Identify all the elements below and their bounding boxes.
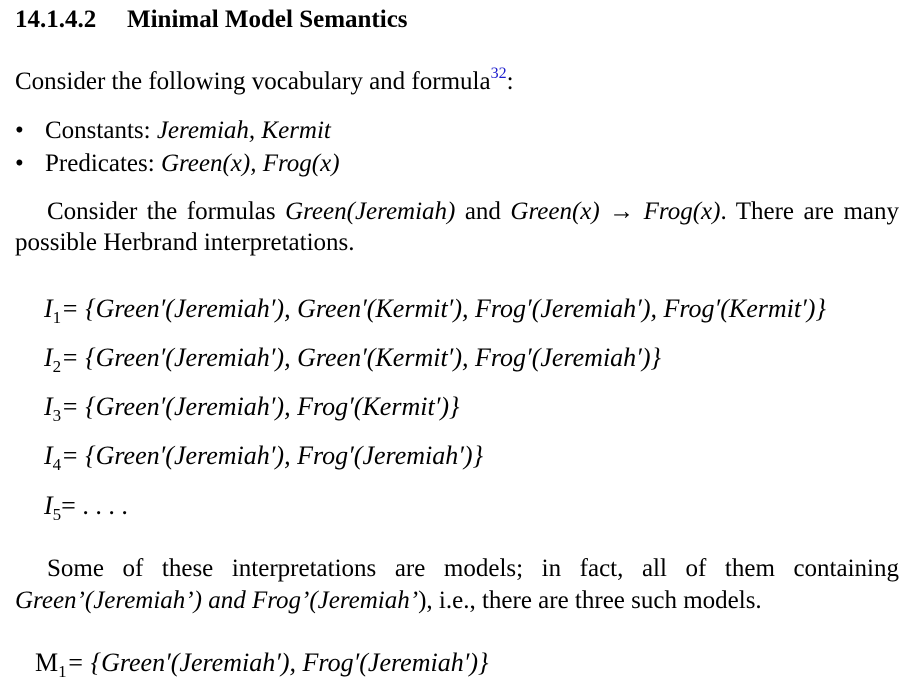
- vocabulary-list: [15, 117, 340, 183]
- interp-subscript: 1: [52, 308, 62, 327]
- list-item: [15, 150, 340, 183]
- interp-set: = {Green′(Jeremiah′), Green′(Kermit′), Frog′(Jeremiah′)}: [61, 343, 661, 372]
- interpretation-equation: [44, 491, 128, 524]
- section-heading: [15, 6, 408, 34]
- intro-sentence: [15, 65, 514, 96]
- para-text: Some of these interpretations are models; in fact, all of them containing: [47, 555, 899, 582]
- paragraph-models: [15, 553, 899, 617]
- interp-symbol: I: [44, 491, 53, 520]
- section-number: 14.1.4.2: [15, 6, 97, 33]
- intro-text: Consider the following vocabulary and formula: [15, 68, 491, 95]
- section-title: Minimal Model Semantics: [127, 6, 408, 33]
- paragraph-formulas: [15, 196, 899, 258]
- para-text: . There are many possible Herbrand interpretations.: [15, 198, 899, 256]
- interp-symbol: I: [44, 441, 53, 470]
- intro-colon: :: [506, 68, 514, 95]
- para-text: ), i.e., there are three such models.: [418, 587, 762, 614]
- interp-subscript: 2: [52, 357, 62, 376]
- para-text: Consider the formulas: [47, 198, 286, 225]
- interp-symbol: I: [44, 392, 53, 421]
- interp-symbol: I: [44, 343, 53, 372]
- model-set: = {Green′(Jeremiah′), Frog′(Jeremiah′)}: [66, 648, 489, 677]
- list-item: [15, 117, 340, 150]
- interp-symbol: I: [44, 294, 53, 323]
- footnote-link[interactable]: 32: [490, 65, 507, 82]
- bullet-label: Constants:: [45, 117, 157, 144]
- bullet-icon: •: [15, 117, 24, 144]
- model-symbol: M: [35, 648, 59, 677]
- interp-subscript: 4: [52, 455, 62, 474]
- interp-subscript: 5: [52, 505, 62, 524]
- para-text: and: [455, 198, 511, 225]
- interpretation-equation: [44, 441, 483, 474]
- bullet-value: Jeremiah, Kermit: [156, 117, 331, 144]
- interp-subscript: 3: [52, 406, 62, 425]
- model-subscript: 1: [58, 662, 67, 681]
- bullet-label: Predicates:: [45, 150, 161, 177]
- formula-green-jeremiah: Green(Jeremiah): [285, 198, 456, 225]
- interp-set: = . . . .: [61, 491, 128, 520]
- interp-set: = {Green′(Jeremiah′), Green′(Kermit′), Frog′(Jeremiah′), Frog′(Kermit′)}: [61, 294, 826, 323]
- interpretation-equation: [44, 343, 661, 376]
- formula-implication: Green(x) → Frog(x): [510, 198, 721, 225]
- bullet-icon: •: [15, 150, 24, 177]
- interp-set: = {Green′(Jeremiah′), Frog′(Jeremiah′)}: [61, 441, 483, 470]
- interpretation-equation: [44, 294, 826, 327]
- bullet-value: Green(x), Frog(x): [160, 150, 340, 177]
- interpretation-equation: [44, 392, 460, 425]
- model-condition: Green’(Jeremiah’) and Frog’(Jeremiah’: [15, 587, 419, 614]
- interp-set: = {Green′(Jeremiah′), Frog′(Kermit′)}: [61, 392, 460, 421]
- model-equation: [35, 648, 489, 681]
